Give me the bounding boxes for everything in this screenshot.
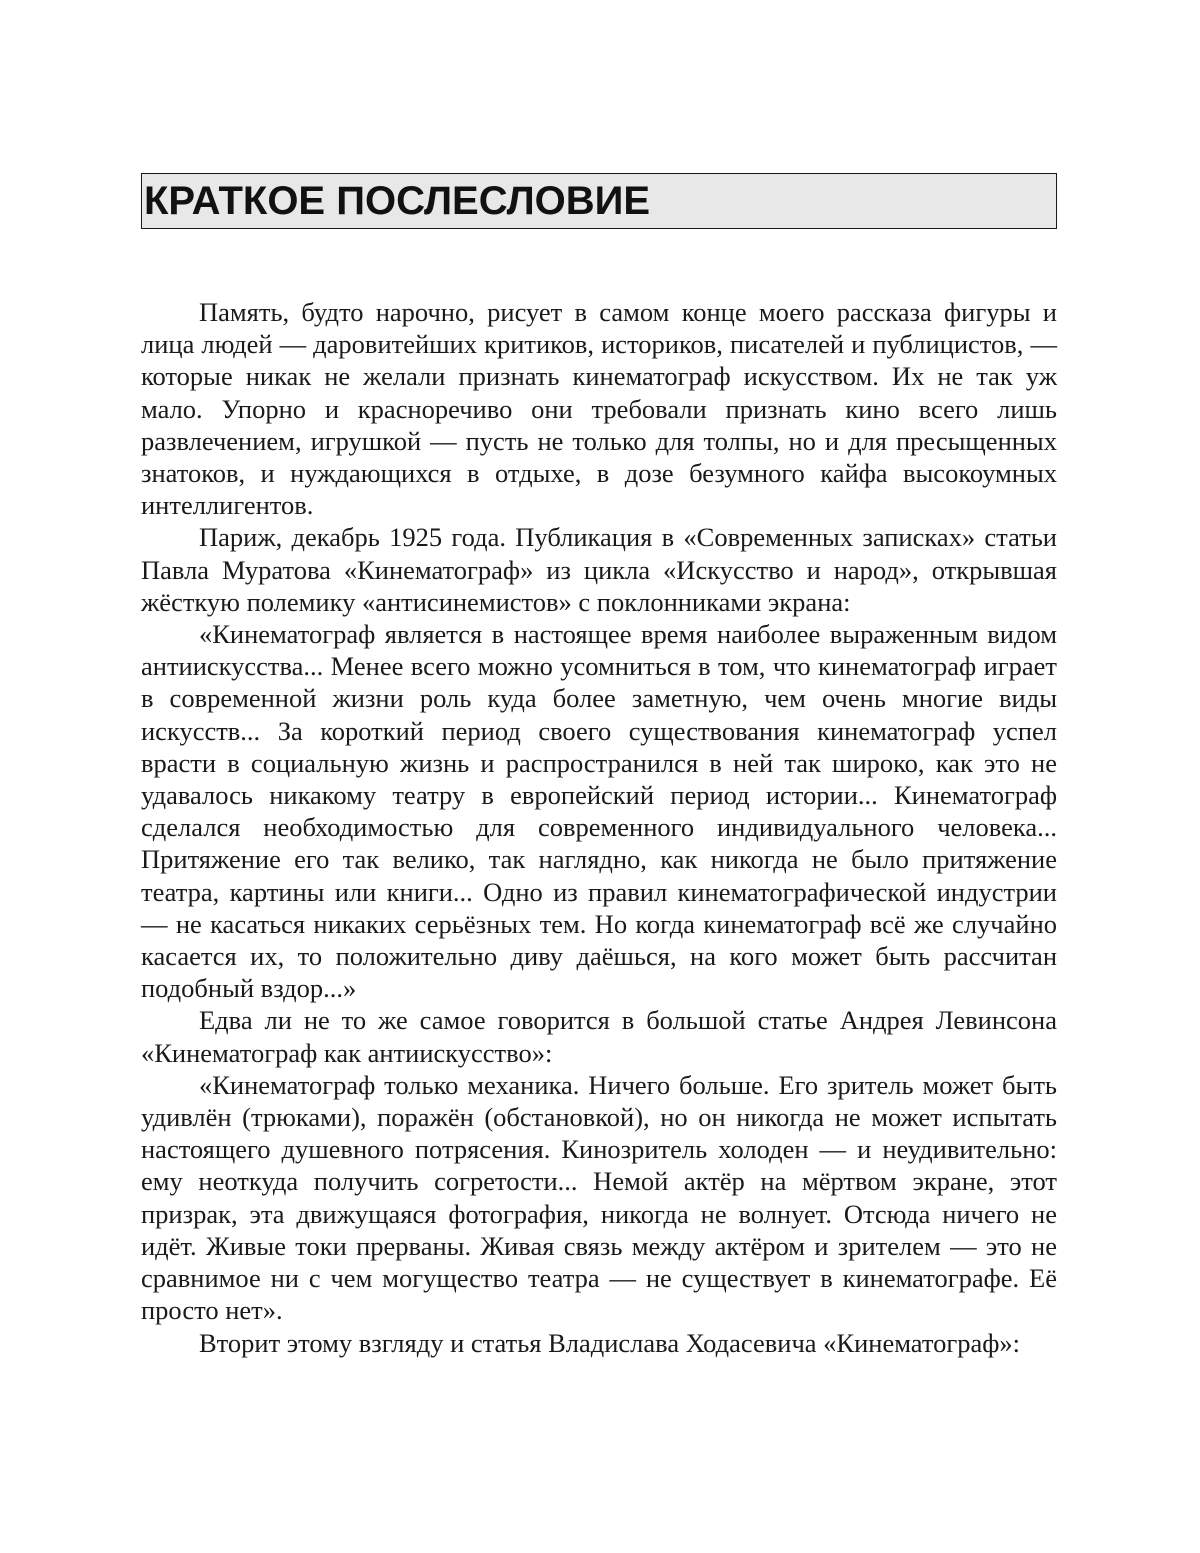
document-page: [0, 0, 1200, 1553]
paragraph: Память, будто нарочно, рисует в самом конце моего рассказа фигуры и лица людей — даровитейших критиков, историков, писателей и публицистов, — которые никак не желали признать кинематограф искусством. Их не так уж мало. Упорно и красноречиво они требовали признать кино всего лишь развлечением, игрушкой — пусть не только для толпы, но и для пресыщенных знатоков, и нуждающихся в отдыхе, в дозе безумного кайфа высокоумных интеллигентов.: [141, 296, 1057, 521]
chapter-heading-box: [141, 173, 1057, 229]
body-text: [141, 296, 1057, 1359]
paragraph: Париж, декабрь 1925 года. Публикация в «Современных записках» статьи Павла Муратова «Кинематограф» из цикла «Искусство и народ», открывшая жёсткую полемику «антисинемистов» с поклонниками экрана:: [141, 521, 1057, 618]
paragraph: Едва ли не то же самое говорится в большой статье Андрея Левинсона «Кинематограф как антиискусство»:: [141, 1004, 1057, 1068]
chapter-title: КРАТКОЕ ПОСЛЕСЛОВИЕ: [144, 181, 650, 221]
quote-paragraph: «Кинематограф только механика. Ничего больше. Его зритель может быть удивлён (трюками), поражён (обстановкой), но он никогда не может испытать настоящего душевного потрясения. Кинозритель холоден — и неудивительно: ему неоткуда получить согретости... Немой актёр на мёртвом экране, этот призрак, эта движущаяся фотография, никогда не волнует. Отсюда ничего не идёт. Живые токи прерваны. Живая связь между актёром и зрителем — это не сравнимое ни с чем могущество театра — не существует в кинематографе. Её просто нет».: [141, 1069, 1057, 1327]
quote-paragraph: «Кинематограф является в настоящее время наиболее выраженным видом антиискусства... Менее всего можно усомниться в том, что кинематограф играет в современной жизни роль куда более заметную, чем очень многие виды искусств... За короткий период своего существования кинематограф успел врасти в социальную жизнь и распространился в ней так широко, как это не удавалось никакому театру в европейский период истории... Кинематограф сделался необходимостью для современного индивидуального человека... Притяжение его так велико, так наглядно, как никогда не было притяжение театра, картины или книги... Одно из правил кинематографической индустрии — не касаться никаких серьёзных тем. Но когда кинематограф всё же случайно касается их, то положительно диву даёшься, на кого может быть рассчитан подобный вздор...»: [141, 618, 1057, 1004]
paragraph: Вторит этому взгляду и статья Владислава Ходасевича «Кинематограф»:: [141, 1327, 1057, 1359]
